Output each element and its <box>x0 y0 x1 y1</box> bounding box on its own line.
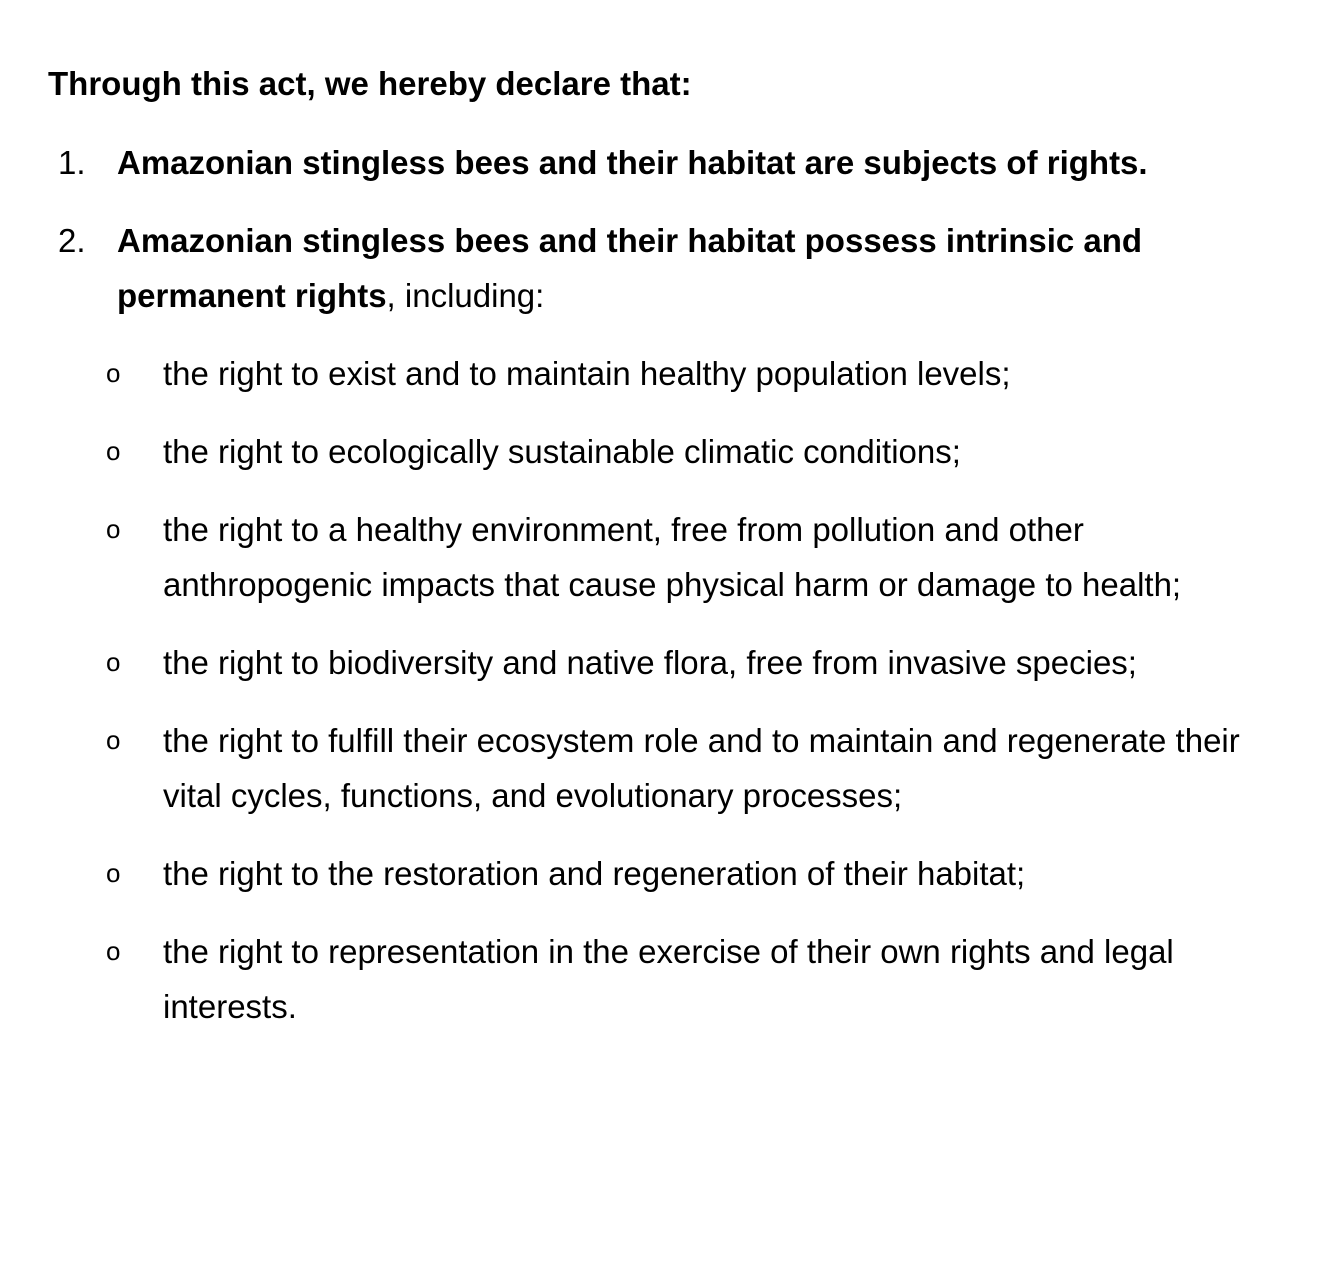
intro-heading: Through this act, we hereby declare that: <box>48 65 692 102</box>
right-text: the right to ecologically sustainable climatic conditions; <box>163 433 961 470</box>
right-text: the right to the restoration and regeneration of their habitat; <box>163 855 1026 892</box>
right-text: the right to biodiversity and native flora, free from invasive species; <box>163 644 1137 681</box>
right-text: the right to exist and to maintain healthy population levels; <box>163 355 1011 392</box>
document-body <box>48 56 1298 1057</box>
list-number: 2. <box>58 222 86 259</box>
list-item <box>48 713 1298 823</box>
numbered-item-1 <box>48 135 1298 190</box>
bullet-circle-icon: o <box>106 858 121 888</box>
statement-continuation: , including: <box>386 277 545 314</box>
numbered-item-text <box>117 213 1298 323</box>
list-item <box>48 924 1298 1034</box>
bullet-circle-icon: o <box>106 358 121 388</box>
right-text: the right to a healthy environment, free from pollution and other anthropogenic impacts that cause physical harm or damage to health; <box>163 511 1182 603</box>
bullet-circle-icon: o <box>106 725 121 755</box>
bold-statement: Amazonian stingless bees and their habitat possess intrinsic and permanent rights <box>117 222 1143 314</box>
bullet-circle-icon: o <box>106 514 121 544</box>
bullet-circle-icon: o <box>106 647 121 677</box>
list-item <box>48 846 1298 901</box>
list-item <box>48 424 1298 479</box>
list-item <box>48 635 1298 690</box>
bold-statement: Amazonian stingless bees and their habitat are subjects of rights. <box>117 144 1148 181</box>
right-text: the right to representation in the exercise of their own rights and legal interests. <box>163 933 1174 1025</box>
rights-list <box>48 346 1298 1034</box>
list-item <box>48 346 1298 401</box>
list-number: 1. <box>58 144 86 181</box>
bullet-circle-icon: o <box>106 936 121 966</box>
bullet-circle-icon: o <box>106 436 121 466</box>
list-item <box>48 502 1298 612</box>
numbered-item-text <box>117 135 1298 190</box>
right-text: the right to fulfill their ecosystem role and to maintain and regenerate their vital cycles, functions, and evolutionary processes; <box>163 722 1240 814</box>
numbered-item-2 <box>48 213 1298 323</box>
